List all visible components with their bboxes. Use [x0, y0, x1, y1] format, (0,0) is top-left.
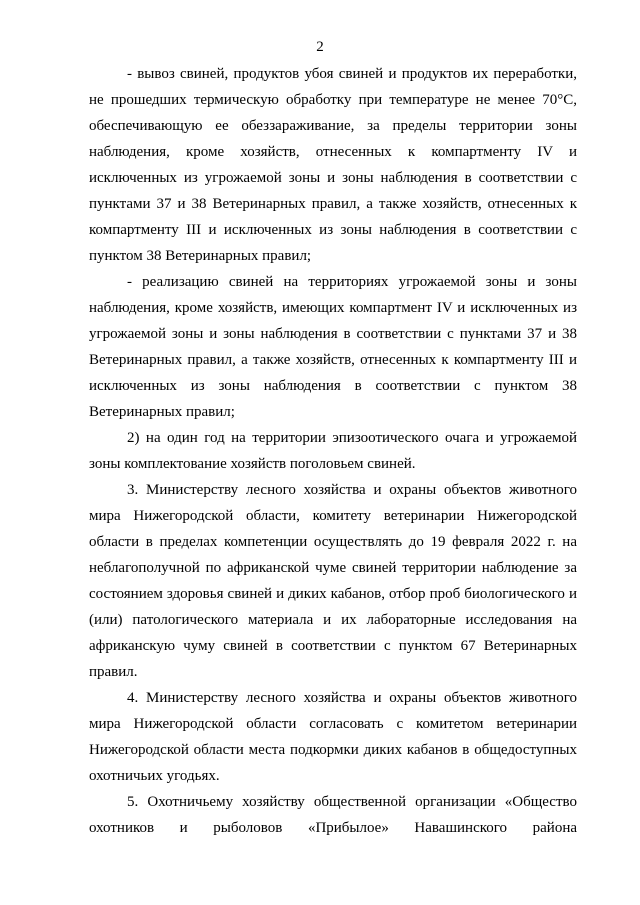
paragraph-export-ban: - вывоз свиней, продуктов убоя свиней и продуктов их переработки, не прошедших термическую обработку при температуре не менее 70°С, обеспечивающую ее обеззараживание, за пределы территории зоны наблюдения, кроме хозяйств, отнесенных к компартменту IV и исключенных из угрожаемой зоны и зоны наблюдения в соответствии с пунктами 37 и 38 Ветеринарных правил, а также хозяйств, отнесенных к компартменту III и исключенных из зоны наблюдения в соответствии с пунктом 38 Ветеринарных правил; — [89, 66, 577, 264]
paragraph-item-4: 4. Министерству лесного хозяйства и охраны объектов животного мира Нижегородской области согласовать с комитетом ветеринарии Нижегородской области места подкормки диких кабанов в общедоступных охотничьих угодьях. — [89, 690, 577, 784]
paragraph-item-5: 5. Охотничьему хозяйству общественной организации «Общество охотников и рыболовов «Прибылое» Навашинского района — [89, 794, 577, 836]
paragraph-sale-ban: - реализацию свиней на территориях угрожаемой зоны и зоны наблюдения, кроме хозяйств, имеющих компартмент IV и исключенных из угрожаемой зоны и зоны наблюдения в соответствии с пунктами 37 и 38 Ветеринарных правил, а также хозяйств, отнесенных к компартменту III и исключенных из зоны наблюдения в соответствии с пунктом 38 Ветеринарных правил; — [89, 274, 577, 420]
paragraph-restocking-ban: 2) на один год на территории эпизоотического очага и угрожаемой зоны комплектование хозяйств поголовьем свиней. — [89, 430, 577, 472]
paragraph-item-3: 3. Министерству лесного хозяйства и охраны объектов животного мира Нижегородской области, комитету ветеринарии Нижегородской области в пределах компетенции осуществлять до 19 февраля 2022 г. на неблагополучной по африканской чуме свиней территории наблюдение за состоянием здоровья свиней и диких кабанов, отбор проб биологического и (или) патологического материала и их лабораторные исследования на африканскую чуму свиней в соответствии с пунктом 67 Ветеринарных правил. — [89, 482, 577, 680]
document-body — [89, 61, 577, 841]
page-number: 2 — [316, 39, 324, 55]
